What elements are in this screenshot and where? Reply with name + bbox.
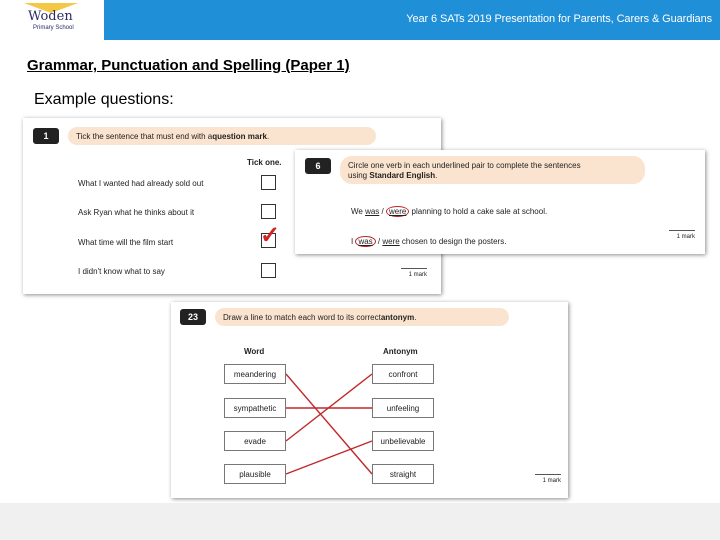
footer-bar — [0, 503, 720, 540]
mark-label: 1 mark — [401, 268, 427, 278]
mark-label: 1 mark — [669, 230, 695, 240]
option-checkbox[interactable] — [261, 204, 276, 219]
question-23-card — [171, 302, 568, 498]
prompt-bold: question mark — [212, 131, 267, 141]
option-text: I didn't know what to say — [78, 267, 165, 276]
word-box[interactable]: plausible — [224, 464, 286, 484]
header-title: Year 6 SATs 2019 Presentation for Parents, Carers & Guardians — [406, 13, 712, 25]
antonym-box[interactable]: confront — [372, 364, 434, 384]
slide-subtitle: Example questions: — [34, 91, 174, 108]
match-line — [286, 374, 372, 474]
option-checkbox[interactable] — [261, 263, 276, 278]
prompt-text: Draw a line to match each word to its correct — [223, 312, 381, 322]
option-checkbox[interactable] — [261, 175, 276, 190]
prompt-end: . — [266, 131, 270, 141]
antonym-box[interactable]: unfeeling — [372, 398, 434, 418]
tick-one-header: Tick one. — [247, 158, 282, 167]
option-text: What time will the film start — [78, 238, 174, 247]
sentence-text: chosen to design the posters. — [399, 237, 507, 246]
circled-verb[interactable] — [355, 236, 375, 247]
antonym-box[interactable]: straight — [372, 464, 434, 484]
prompt-end: . — [435, 171, 438, 180]
word-box[interactable]: meandering — [224, 364, 286, 384]
verb-separator: / — [375, 237, 383, 246]
verb-option-was[interactable]: was — [365, 207, 380, 216]
question-number: 1 — [33, 128, 59, 144]
logo-subtitle: Primary School — [33, 25, 74, 31]
option-text: What I wanted had already sold out — [78, 179, 204, 188]
option-text: Ask Ryan what he thinks about it — [78, 208, 195, 217]
prompt-bold: Standard English — [369, 171, 436, 180]
question-number: 23 — [180, 309, 206, 325]
sentence-text: We — [351, 207, 366, 216]
mark-label: 1 mark — [535, 474, 561, 484]
prompt-bold: antonym — [380, 312, 415, 322]
header-bar — [0, 0, 720, 40]
sentence-1 — [351, 206, 547, 217]
prompt-end: . — [414, 312, 417, 322]
antonym-box[interactable]: unbelievable — [372, 431, 434, 451]
prompt-text: using — [348, 171, 370, 180]
slide-title: Grammar, Punctuation and Spelling (Paper 1) — [27, 57, 350, 74]
question-6-card — [295, 150, 705, 254]
circled-verb[interactable] — [386, 206, 409, 217]
verb-option-were[interactable]: were — [382, 237, 400, 246]
prompt-text: Tick the sentence that must end with a — [76, 131, 213, 141]
verb-option-was: was — [358, 237, 373, 246]
antonym-column-header: Antonym — [383, 347, 418, 356]
match-line — [286, 441, 372, 474]
question-number: 6 — [305, 158, 331, 174]
sentence-text: I — [351, 237, 356, 246]
school-logo — [0, 0, 104, 40]
word-column-header: Word — [244, 347, 265, 356]
verb-option-were: were — [388, 207, 407, 216]
tick-mark-icon: ✓ — [260, 222, 281, 249]
logo-title: Woden — [28, 9, 73, 24]
question-prompt — [340, 156, 645, 184]
prompt-line-1: Circle one verb in each underlined pair to complete the sentences — [348, 161, 581, 170]
sentence-text: planning to hold a cake sale at school. — [409, 207, 548, 216]
word-box[interactable]: evade — [224, 431, 286, 451]
verb-separator: / — [379, 207, 386, 216]
question-prompt — [68, 127, 376, 145]
sentence-2 — [351, 236, 506, 247]
word-box[interactable]: sympathetic — [224, 398, 286, 418]
prompt-line-2 — [348, 171, 645, 181]
